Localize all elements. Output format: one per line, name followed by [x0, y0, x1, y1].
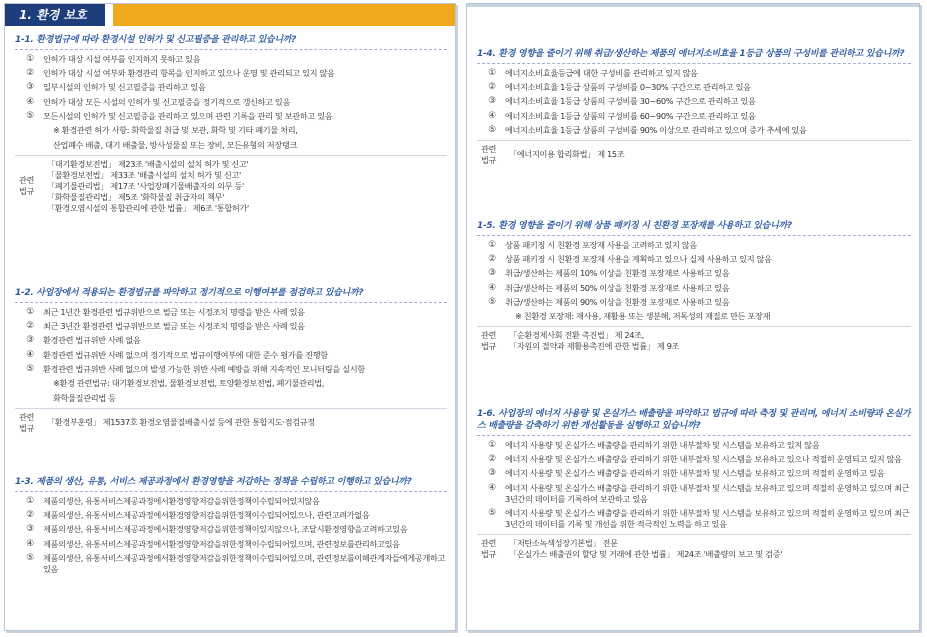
law-item: 「화학물질관리법」 제5조 '화학물질 취급자의 책무'	[47, 191, 224, 202]
option-text: 에너지 사용량 및 온실가스 배출량을 관리하기 위한 내부절차 및 시스템을 보유하고 있으며 적절히 운영하고 있으며 최근 3년간의 데이터를 기록 및 개선을 위한 적극적인 노력을 하고 있음	[505, 507, 910, 529]
answer-option	[15, 321, 447, 332]
option-text: 최근 1년간 환경관련 법규위반으로 벌금 또는 시정조치 명령을 받은 사례 있음	[43, 307, 305, 317]
law-item: 「순환경제사회 전환 촉진법」 제 24조,	[509, 329, 644, 340]
law-list	[47, 417, 447, 428]
answer-option	[477, 96, 911, 107]
option-number: ②	[488, 454, 496, 465]
option-text: 최근 3년간 환경관련 법규위반으로 벌금 또는 시정조치 명령을 받은 사례 있음	[43, 321, 305, 332]
law-list	[509, 330, 911, 352]
option-number: ⑤	[488, 507, 496, 518]
option-number: ①	[488, 240, 496, 250]
section-1-4	[477, 48, 911, 166]
option-text: 상품 패키징 시 친환경 포장재 사용을 고려하고 있지 않음	[505, 240, 697, 250]
option-text: 에너지소비효율등급에 대한 구성비를 관리하고 있지 않음	[505, 68, 698, 78]
law-item: 「대기환경보전법」 제23조 '배출시설의 설치 허가 및 신고'	[47, 158, 249, 169]
option-text: 상품 패키징 시 친환경 포장재 사용을 계획하고 있으나 실제 사용하고 있지 않음	[505, 254, 772, 265]
option-number: ⑤	[26, 552, 34, 563]
answer-option	[477, 440, 911, 451]
note-text: 산업폐수 배출, 대기 배출물, 방사성물질 또는 장비, 모든유형의 저장탱크	[53, 139, 297, 150]
answer-option	[15, 364, 447, 375]
law-item: 「환경오염시설의 통합관리에 관한 법률」 제6조 '통합허가'	[47, 202, 249, 213]
option-text: 에너지소비효율 1등급 상품의 구성비를 30~60% 구간으로 관리하고 있음	[505, 96, 756, 107]
answer-option	[15, 553, 447, 575]
question-title: 1-6. 사업장의 에너지 사용량 및 온실가스 배출량을 파악하고 법규에 따라 측정 및 관리며, 에너지 소비량과 온실가스 배출량을 감축하기 위한 개선활동을 실행하고 있습니까?	[477, 408, 911, 436]
option-number: ②	[26, 510, 34, 521]
option-text: 에너지 사용량 및 온실가스 배출량을 관리하기 위한 내부절차 및 시스템을 보유하고 있으며 적절히 운영하고 있음	[505, 468, 885, 479]
option-number: ⑤	[26, 363, 34, 374]
answer-option	[477, 111, 911, 122]
answer-option	[15, 496, 447, 507]
answer-option	[15, 68, 447, 79]
related-laws-label: 관련 법규	[481, 537, 497, 559]
law-list	[47, 159, 447, 214]
answer-option	[477, 283, 911, 294]
option-number: ④	[26, 538, 34, 549]
option-number: ①	[488, 68, 496, 78]
law-item: 「에너지이용 합리화법」 제 15조	[509, 149, 625, 160]
option-text: 환경관련 법규위반 사례 없으며 발생 가능한 위반 사례 예방을 위해 지속적인 모니터링을 실시함	[43, 363, 365, 374]
option-text: 에너지 사용량 및 온실가스 배출량을 관리하기 위한 내부절차 및 시스템을 보유하고 있지 않음	[505, 440, 820, 450]
question-title: 1-1. 환경법규에 따라 환경시설 인허가 및 신고필증을 관리하고 있습니까?	[15, 34, 447, 50]
answer-option	[477, 125, 911, 136]
option-number: ④	[488, 482, 496, 493]
answer-option	[477, 240, 911, 251]
left-page	[4, 3, 456, 631]
related-laws-label: 관련 법규	[19, 175, 35, 197]
answer-option	[477, 254, 911, 265]
note-text: ※ 친환경 포장재: 재사용, 재활용 또는 생분해, 저독성의 재질로 만든 포장재	[515, 310, 771, 321]
option-text: 환경관련 법규위반 사례 없으며 정기적으로 법규이행여부에 대한 준수 평가를 진행함	[43, 349, 328, 360]
option-number: ①	[26, 54, 34, 64]
question-title: 1-5. 환경 영향을 줄이기 위해 상품 패키징 시 친환경 포장재를 사용하고 있습니까?	[477, 220, 911, 236]
option-number: ③	[26, 524, 34, 535]
law-item: 「물환경보전법」 제33조 '배출시설의 설치 허가 및 신고'	[47, 169, 241, 180]
answer-option	[15, 539, 447, 550]
option-text: 환경관련 법규위반 사례 없음	[43, 335, 141, 346]
answer-option	[477, 268, 911, 279]
option-number: ④	[488, 110, 496, 121]
answer-option	[477, 68, 911, 79]
option-number: ②	[26, 68, 34, 79]
related-laws-label: 관련 법규	[481, 143, 497, 165]
related-laws-label: 관련 법규	[481, 329, 497, 351]
option-number: ①	[488, 440, 496, 450]
question-title: 1-2. 사업장에서 적용되는 환경법규를 파악하고 정기적으로 이행여부를 점검하고 있습니까?	[15, 287, 447, 303]
law-list	[509, 538, 911, 560]
law-item: 「자원의 절약과 재활용촉진에 관한 법률」 제 9조	[509, 340, 680, 351]
option-text: 일부시설의 인허가 및 신고필증을 관리하고 있음	[43, 82, 206, 93]
law-item: 「온실가스 배출권의 할당 및 거래에 관한 법률」 제24조 '배출량의 보고 및 검증'	[509, 548, 783, 559]
section-1-6	[477, 408, 911, 560]
option-number: ③	[488, 96, 496, 107]
option-number: ⑤	[26, 110, 34, 121]
option-text: 에너지소비효율 1등급 상품의 구성비를 60~90% 구간으로 관리하고 있음	[505, 110, 756, 121]
answer-option	[15, 54, 447, 65]
option-text: 취급/생산하는 제품의 90% 이상을 친환경 포장재로 사용하고 있음	[505, 296, 730, 307]
option-text: 에너지소비효율 1등급 상품의 구성비를 90% 이상으로 관리하고 있으며 증가 추세에 있음	[505, 124, 807, 135]
question-title: 1-3. 제품의 생산, 유통, 서비스 제공과정에서 환경영향을 저감하는 정책을 수립하고 이행하고 있습니까?	[15, 476, 447, 492]
right-page	[466, 3, 920, 631]
answer-option	[477, 82, 911, 93]
chapter-title: 1. 환경 보호	[5, 4, 105, 26]
chapter-banner	[5, 4, 455, 26]
answer-option	[15, 350, 447, 361]
option-text: 에너지 사용량 및 온실가스 배출량을 관리하기 위한 내부절차 및 시스템을 보유하고 있으나 적절히 운영되고 있지 않음	[505, 454, 902, 465]
option-text: 모든시설의 인허가 및 신고필증을 관리하고 있으며 관련 기록을 관리 및 보관하고 있음	[43, 110, 333, 121]
option-text: 제품의생산, 유통서비스제공과정에서환경영향저감을위한정책이있지않으나, 조달시환경영향을고려하고있음	[43, 524, 408, 535]
answer-option	[15, 335, 447, 346]
law-list	[509, 149, 911, 160]
option-number: ③	[488, 468, 496, 479]
option-text: 에너지 사용량 및 온실가스 배출량을 관리하기 위한 내부절차 및 시스템을 보유하고 있으며 적절히 운영하고 있으며 최근 3년간의 데이터를 기록하여 보관하고 있음	[505, 482, 910, 504]
option-text: 취급/생산하는 제품의 10% 이상을 친환경 포장재로 사용하고 있음	[505, 268, 730, 279]
option-text: 취급/생산하는 제품의 50% 이상을 친환경 포장재로 사용하고 있음	[505, 282, 730, 293]
answer-option	[15, 307, 447, 318]
option-text: 에너지소비효율 1등급 상품의 구성비를 0~30% 구간으로 관리하고 있음	[505, 82, 751, 93]
question-title: 1-4. 환경 영향을 줄이기 위해 취급/생산하는 제품의 에너지소비효율 1등급 상품의 구성비를 관리하고 있습니까?	[477, 48, 911, 64]
answer-option	[477, 508, 911, 530]
answer-option	[477, 297, 911, 308]
option-number: ①	[26, 496, 34, 506]
related-laws-label: 관련 법규	[19, 411, 35, 433]
law-item: 「폐기물관리법」 제17조 '사업장폐기물배출자의 의무 등'	[47, 180, 244, 191]
note-text: 화학물질관리법 등	[53, 392, 116, 403]
answer-option	[15, 111, 447, 122]
note-text: ※ 환경관련 허가 사항: 화학물질 취급 및 보관, 화학 및 기타 폐기물 처리,	[53, 124, 298, 135]
option-number: ②	[488, 254, 496, 265]
option-number: ③	[488, 268, 496, 279]
option-number: ⑤	[488, 124, 496, 135]
option-number: ④	[488, 282, 496, 293]
option-number: ④	[26, 96, 34, 107]
related-laws	[477, 534, 911, 560]
section-1-1	[15, 34, 447, 214]
answer-option	[15, 524, 447, 535]
section-1-3	[15, 476, 447, 578]
option-number: ⑤	[488, 296, 496, 307]
option-number: ④	[26, 349, 34, 360]
answer-option	[477, 454, 911, 465]
option-number: ③	[26, 335, 34, 346]
answer-option	[15, 82, 447, 93]
option-number: ③	[26, 82, 34, 93]
law-item: 「환경부훈령」 제1537호 환경오염물질배출시설 등에 관한 통합지도·점검규정	[47, 417, 315, 428]
option-text: 인허가 대상 시설 여부를 인지하지 못하고 있음	[43, 54, 201, 64]
related-laws	[477, 326, 911, 352]
answer-option	[477, 468, 911, 479]
related-laws	[15, 155, 447, 214]
section-1-5	[477, 220, 911, 352]
related-laws	[15, 408, 447, 434]
answer-option	[477, 483, 911, 505]
answer-option	[15, 510, 447, 521]
section-1-2	[15, 287, 447, 434]
option-text: 인허가 대상 시설 여부와 환경관리 항목을 인지하고 있으나 운영 및 관리되고 있지 않음	[43, 68, 335, 79]
option-number: ②	[26, 321, 34, 332]
note-text: ※환경 관련법규: 대기환경보전법, 물환경보전법, 토양환경보전법, 폐기물관리법,	[53, 377, 325, 388]
answer-option	[15, 97, 447, 108]
option-text: 제품의생산, 유통서비스제공과정에서환경영향저감을위한정책이수립되어있으며, 관련정보를관리하고있음	[43, 538, 400, 549]
related-laws	[477, 140, 911, 166]
option-number: ①	[26, 307, 34, 317]
option-number: ②	[488, 82, 496, 93]
option-text: 인허가 대상 모든 시설의 인허가 및 신고필증을 정기적으로 갱신하고 있음	[43, 96, 291, 107]
law-item: 「저탄소녹색성장기본법」 전문	[509, 537, 618, 548]
option-text: 제품의생산, 유통서비스제공과정에서환경영향저감을위한정책이수립되어있으나, 관련고려가없음	[43, 510, 370, 521]
option-text: 제품의생산, 유통서비스제공과정에서환경영향저감을위한정책이수립되어있지않음	[43, 496, 320, 506]
option-text: 제품의생산, 유통서비스제공과정에서환경영향저감을위한정책이수립되어있으며, 관련정보를이해관계자들에게공개하고있음	[43, 552, 446, 574]
